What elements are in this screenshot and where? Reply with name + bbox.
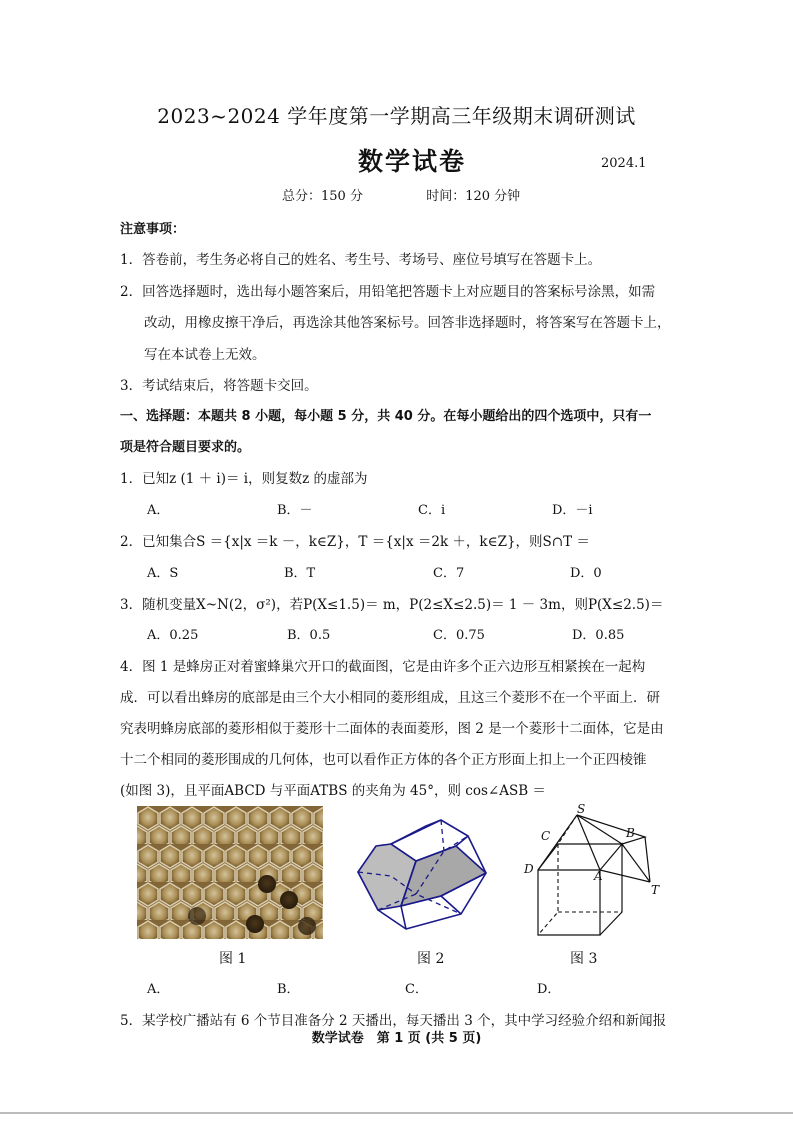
q1-option-a: A． xyxy=(147,503,170,518)
honeycomb-image xyxy=(137,806,323,939)
q2-option-d: D．0 xyxy=(570,566,602,581)
exam-date: 2024.1 xyxy=(601,156,647,171)
page-bottom-rule xyxy=(0,1112,793,1114)
note-item: 2．回答选择题时，选出每小题答案后，用铅笔把答题卡上对应题目的答案标号涂黑，如需 xyxy=(120,284,656,300)
q2-option-b: B．T xyxy=(284,566,316,581)
q2-option-c: C．7 xyxy=(433,566,465,581)
q1-option-c: C．i xyxy=(418,503,446,518)
notes-heading: 注意事项： xyxy=(120,222,186,237)
section-heading: 一、选择题：本题共 8 小题，每小题 5 分，共 40 分。在每小题给出的四个选项中，只有一 xyxy=(120,409,652,424)
note-item: 写在本试卷上无效。 xyxy=(144,347,266,363)
question-4-line: 究表明蜂房底部的菱形相似于菱形十二面体的表面菱形，图 2 是一个菱形十二面体，它是由 xyxy=(120,721,664,737)
label-d: D xyxy=(524,862,534,876)
label-s: S xyxy=(577,802,586,816)
q1-option-b: B．－ xyxy=(277,503,313,518)
question-5-stem: 5．某学校广播站有 6 个节目准备分 2 天播出，每天播出 3 个，其中学习经验介绍和新闻报 xyxy=(120,1013,667,1029)
q2-option-a: A．S xyxy=(147,566,179,581)
q4-option-a: A． xyxy=(147,982,170,997)
cube-pyramid-drawing xyxy=(520,802,670,942)
exam-subtitle: 数学试卷 xyxy=(358,147,467,176)
note-item: 3．考试结束后，将答题卡交回。 xyxy=(120,378,318,394)
question-2-stem: 2．已知集合S ＝{x|x ＝k －，k∈Z}，T ＝{x|x ＝2k ＋，k∈Z}，则S∩T ＝ xyxy=(120,534,590,550)
figure-2-caption: 图 2 xyxy=(417,951,445,967)
question-4-line: 成．可以看出蜂房的底部是由三个大小相同的菱形组成，且这三个菱形不在一个平面上．研 xyxy=(120,690,660,706)
section-heading-cont: 项是符合题目要求的。 xyxy=(120,440,251,455)
q3-option-a: A．0.25 xyxy=(147,628,199,643)
rhombic-dodecahedron-figure xyxy=(356,806,490,938)
q3-option-c: C．0.75 xyxy=(433,628,485,643)
rhombic-dodecahedron-drawing xyxy=(356,806,490,938)
q4-option-c: C． xyxy=(405,982,428,997)
total-score: 总分：150 分 xyxy=(282,189,363,204)
label-b: B xyxy=(626,826,635,840)
figure-1-caption: 图 1 xyxy=(219,951,247,967)
q1-option-d: D．－i xyxy=(552,503,593,518)
note-item: 1．答卷前，考生务必将自己的姓名、考生号、考场号、座位号填写在答题卡上。 xyxy=(120,252,602,268)
label-c: C xyxy=(541,829,551,843)
q4-option-b: B． xyxy=(277,982,300,997)
question-4-line: (如图 3)，且平面ABCD 与平面ATBS 的夹角为 45°，则 cos∠ASB ＝ xyxy=(120,783,546,799)
q4-option-d: D． xyxy=(537,982,561,997)
exam-meta xyxy=(282,185,520,204)
q3-option-d: D．0.85 xyxy=(572,628,625,643)
question-1-stem: 1．已知z (1 ＋ i)＝ i，则复数z 的虚部为 xyxy=(120,471,368,487)
figure-3-caption: 图 3 xyxy=(570,951,598,967)
label-a: A xyxy=(594,869,603,883)
question-4-line: 4．图 1 是蜂房正对着蜜蜂巢穴开口的截面图，它是由许多个正六边形互相紧挨在一起构 xyxy=(120,659,646,675)
note-item: 改动，用橡皮擦干净后，再选涂其他答案标号。回答非选择题时，将答案写在答题卡上， xyxy=(144,315,671,331)
exam-title: 2023~2024 学年度第一学期高三年级期末调研测试 xyxy=(157,104,636,128)
q3-option-b: B．0.5 xyxy=(287,628,331,643)
page-footer: 数学试卷 第 1 页 (共 5 页) xyxy=(311,1031,482,1046)
cube-pyramid-figure xyxy=(520,802,670,942)
label-t: T xyxy=(651,883,660,897)
honeycomb-photo xyxy=(137,806,323,939)
question-4-line: 十二个相同的菱形围成的几何体，也可以看作正方体的各个正方形面上扣上一个正四棱锥 xyxy=(120,752,647,768)
question-3-stem: 3．随机变量X~N(2，σ²)，若P(X≤1.5)＝ m，P(2≤X≤2.5)＝ 1 － 3m，则P(X≤2.5)＝ xyxy=(120,597,664,613)
exam-time: 时间：120 分钟 xyxy=(426,189,521,204)
